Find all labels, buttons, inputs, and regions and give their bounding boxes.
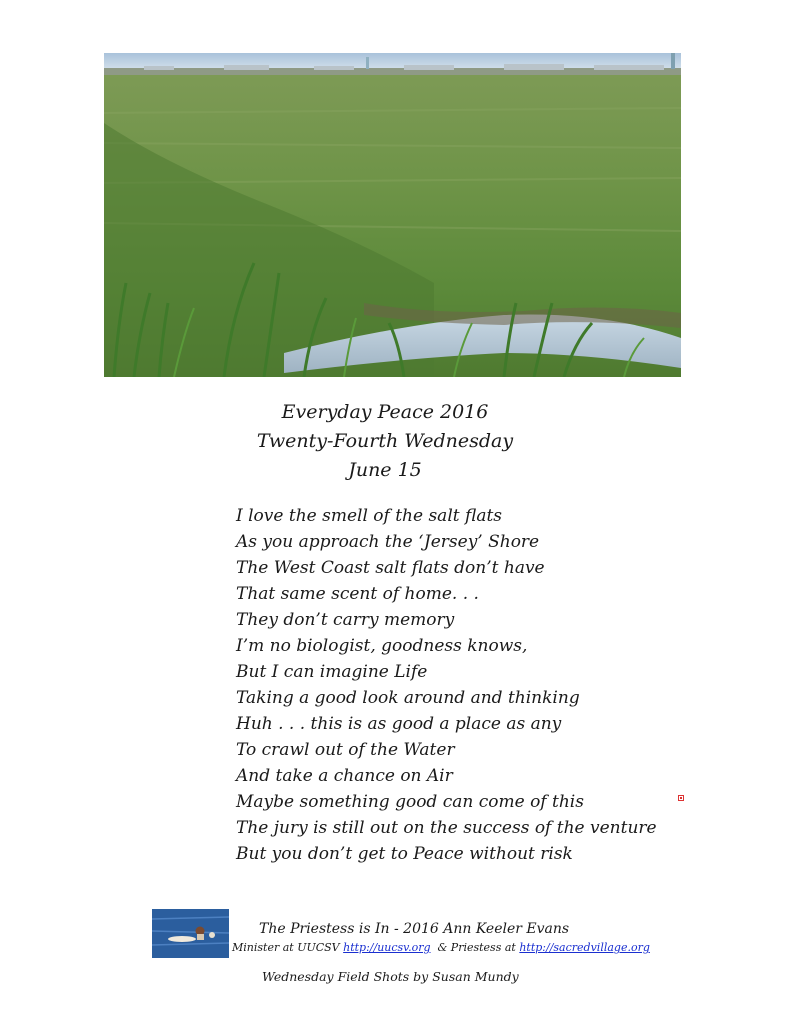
poem-line: I’m no biologist, goodness knows, <box>236 636 528 656</box>
annotation-marker-icon <box>678 795 684 801</box>
poem-line: And take a chance on Air <box>236 766 453 786</box>
photo-credit: Wednesday Field Shots by Susan Mundy <box>262 969 519 984</box>
poem-line: Maybe something good can come of this <box>236 792 584 812</box>
footer-title: The Priestess is In - 2016 Ann Keeler Evans <box>259 921 570 937</box>
poem-line: Taking a good look around and thinking <box>236 688 580 708</box>
poem-line: That same scent of home. . . <box>236 584 479 604</box>
poem-line: But I can imagine Life <box>236 662 428 682</box>
poem <box>236 503 657 867</box>
uucsv-link[interactable]: http://uucsv.org <box>343 941 431 954</box>
minister-label: Minister at UUCSV <box>232 941 344 954</box>
author-swimming-photo <box>152 909 229 958</box>
page-subtitle: Twenty-Fourth Wednesday <box>256 430 514 452</box>
sacredvillage-link[interactable]: http://sacredvillage.org <box>519 941 650 954</box>
page-date: June 15 <box>348 459 422 481</box>
poem-line: To crawl out of the Water <box>236 740 455 760</box>
poem-line: The jury is still out on the success of the venture <box>236 818 657 838</box>
title-block <box>180 398 590 485</box>
footer-contact-line <box>232 941 650 954</box>
salt-marsh-photo <box>104 53 681 377</box>
poem-line: The West Coast salt flats don’t have <box>236 558 545 578</box>
poem-line: They don’t carry memory <box>236 610 455 630</box>
page-title: Everyday Peace 2016 <box>281 401 489 423</box>
poem-line: As you approach the ‘Jersey’ Shore <box>236 532 540 552</box>
priestess-label: & Priestess at <box>430 941 520 954</box>
poem-line: I love the smell of the salt flats <box>236 506 503 526</box>
poem-line: But you don’t get to Peace without risk <box>236 844 573 864</box>
poem-line: Huh . . . this is as good a place as any <box>236 714 562 734</box>
